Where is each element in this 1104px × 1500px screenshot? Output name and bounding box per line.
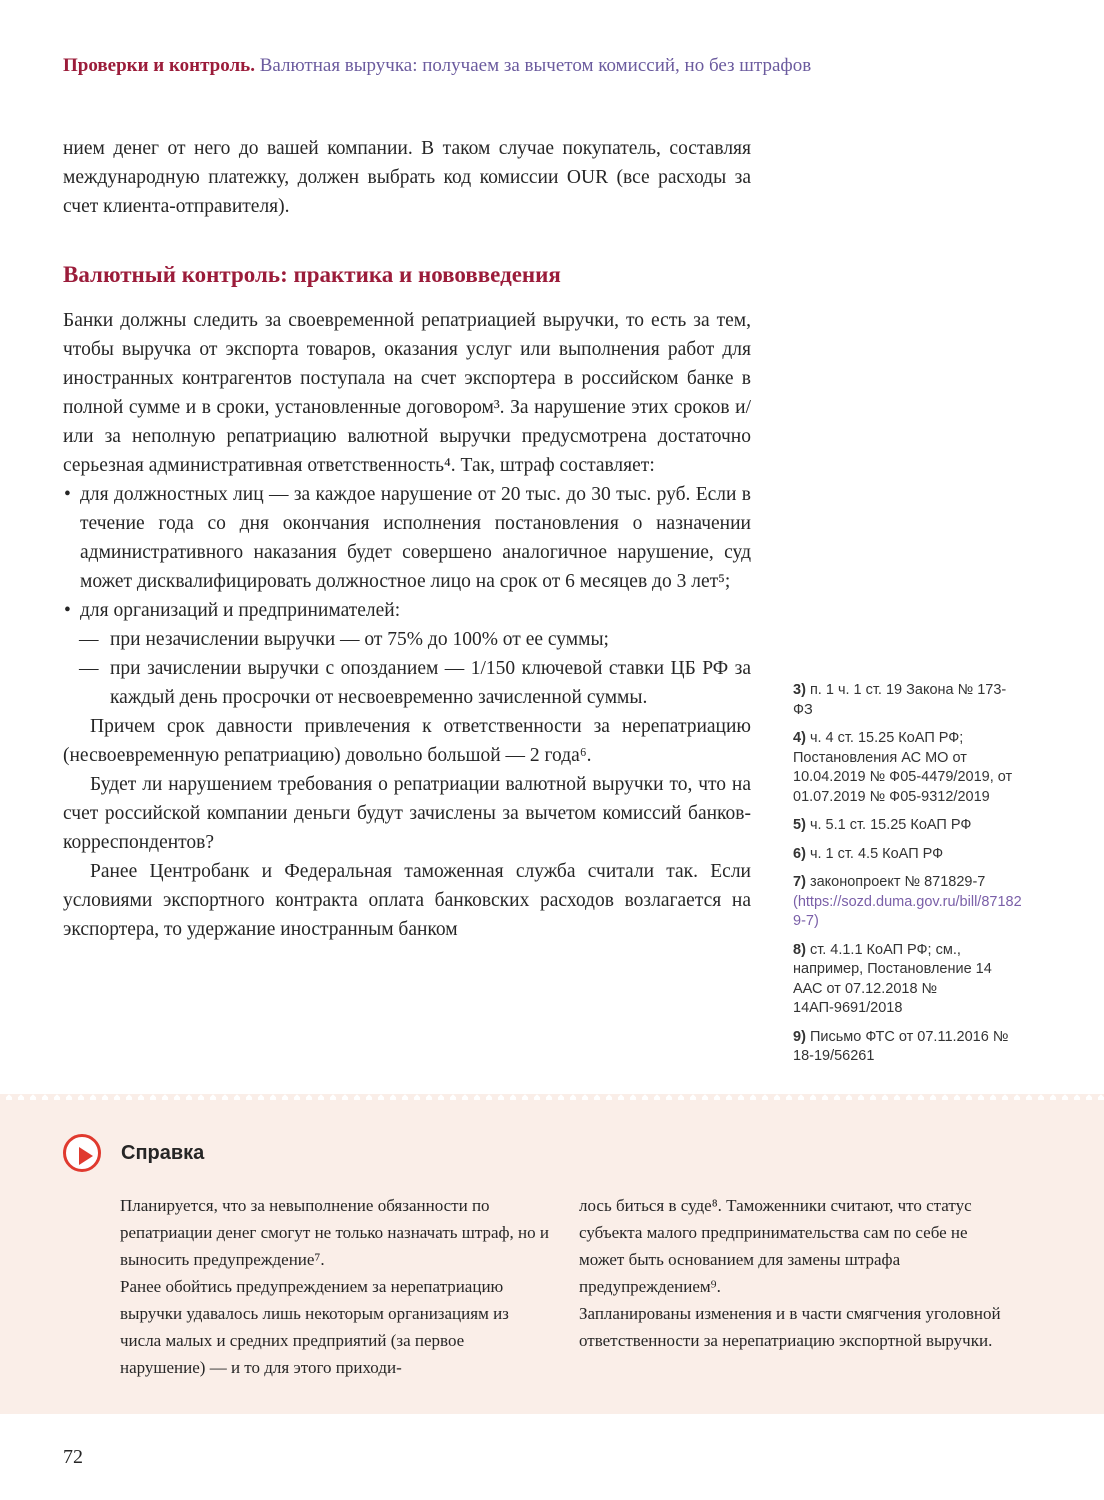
reference-header: [63, 1134, 204, 1172]
footnote-text: ст. 4.1.1 КоАП РФ; см., например, Постановление 14 ААС от 07.12.2018 № 14АП-9691/2018: [793, 941, 992, 1016]
reference-paragraph: Запланированы изменения и в части смягчения уголовной ответственности за нерепатриацию экспортной выручки.: [579, 1304, 1001, 1350]
footnote-number: 8): [793, 941, 806, 958]
footnote-sidebar: [793, 681, 1023, 1076]
paragraph-limitation: Причем срок давности привлечения к ответственности за нерепатриацию (несвоевременную репатриацию) довольно большой — 2 года⁶.: [63, 716, 751, 766]
bullet-list: [63, 480, 751, 712]
reference-column-right: [579, 1192, 1012, 1381]
bullet-item-officials: • для должностных лиц — за каждое нарушение от 20 тыс. до 30 тыс. руб. Если в течение года со дня окончания исполнения постановления о назначении административного наказания будет совершено аналогичное нарушение, суд может дисквалифицировать должностное лицо на срок от 6 месяцев до 3 лет⁵;: [63, 480, 751, 596]
footnote-6: [793, 845, 1023, 865]
footnote-text: ч. 5.1 ст. 15.25 КоАП РФ: [809, 817, 972, 833]
reference-paragraph: лось биться в суде⁸. Таможенники считают, что статус субъекта малого предпринимательства сам по себе не может быть основанием для замены штрафа предупреждением⁹.: [579, 1196, 972, 1296]
footnote-number: 3): [793, 682, 806, 698]
footnote-3: [793, 681, 1023, 720]
footnote-text: п. 1 ч. 1 ст. 19 Закона № 173-ФЗ: [793, 682, 1007, 718]
section-heading: Валютный контроль: практика и нововведения: [63, 262, 561, 287]
reference-title: Справка: [121, 1141, 205, 1164]
sub-item-late-credit: — при зачислении выручки с опозданием — 1/150 ключевой ставки ЦБ РФ за каждый день просрочки от несвоевременно зачисленной суммы.: [63, 654, 751, 712]
paragraph-question: Будет ли нарушением требования о репатриации валютной выручки то, что на счет российской компании деньги будут зачислены за вычетом комиссий банков-корреспондентов?: [63, 774, 751, 853]
footnote-number: 7): [793, 874, 806, 890]
footnote-4: [793, 729, 1023, 807]
sub-item-noncredit: — при незачислении выручки — от 75% до 100% от ее суммы;: [63, 625, 751, 654]
footnote-number: 4): [793, 730, 806, 746]
bullet-item-organizations: • для организаций и предпринимателей:: [63, 596, 751, 625]
footnote-7: [793, 873, 1023, 932]
reference-column-left: [120, 1192, 553, 1381]
article-body: [63, 134, 751, 944]
reference-body: [120, 1192, 1012, 1381]
footnote-number: 9): [793, 1028, 806, 1045]
reference-paragraph: Ранее обойтись предупреждением за нерепатриацию выручки удавалось лишь некоторым организациям из числа малых и средних предприятий (за первое нарушение) — и то для этого приходи-: [120, 1277, 509, 1377]
footnote-5: [793, 816, 1023, 836]
paragraph-intro: нием денег от него до вашей компании. В таком случае покупатель, составляя международную платежку, должен выбрать код комиссии OUR (все расходы за счет клиента-отправителя).: [63, 138, 751, 217]
footnote-text: ч. 1 ст. 4.5 КоАП РФ: [809, 845, 944, 862]
reference-paragraph: Планируется, что за невыполнение обязанности по репатриации денег смогут не только назначать штраф, но и выносить предупреждение⁷.: [120, 1196, 549, 1269]
footnote-text: законопроект № 871829-7: [809, 874, 986, 890]
paragraph-banks: Банки должны следить за своевременной репатриацией выручки, то есть за тем, чтобы выручка от экспорта товаров, оказания услуг или выполнения работ для иностранных контрагентов поступала на счет экспортера в российском банке в полной сумме и в сроки, установленные договором³. За нарушение этих сроков и/или за неполную репатриацию валютной выручки предусмотрена достаточно серьезная административная ответственность⁴. Так, штраф составляет:: [63, 310, 751, 476]
footnote-number: 5): [793, 817, 806, 833]
paragraph-centrobank: Ранее Центробанк и Федеральная таможенная служба считали так. Если условиями экспортного контракта оплата банковских расходов возлагается на экспортера, то удержание иностранным банком: [63, 861, 751, 940]
play-icon: [63, 1134, 101, 1172]
reference-box: [0, 1100, 1104, 1414]
rubric-label: Проверки и контроль.: [63, 55, 255, 76]
page-header: [63, 54, 1041, 78]
footnote-9: [793, 1028, 1023, 1067]
zigzag-edge: [0, 1094, 1104, 1100]
page-number: 72: [63, 1446, 83, 1468]
footnote-number: 6): [793, 845, 806, 862]
footnote-link[interactable]: (https://sozd.duma.gov.ru/bill/871829-7): [793, 893, 1022, 929]
footnote-text: ч. 4 ст. 15.25 КоАП РФ; Постановления АС МО от 10.04.2019 № Ф05-4479/2019, от 01.07.2019 № Ф05-9312/2019: [793, 730, 1013, 805]
footnote-8: [793, 941, 1023, 1019]
article-subtitle: Валютная выручка: получаем за вычетом комиссий, но без штрафов: [259, 55, 812, 76]
play-triangle: [79, 1147, 93, 1165]
footnote-text: Письмо ФТС от 07.11.2016 № 18-19/56261: [793, 1028, 1009, 1064]
